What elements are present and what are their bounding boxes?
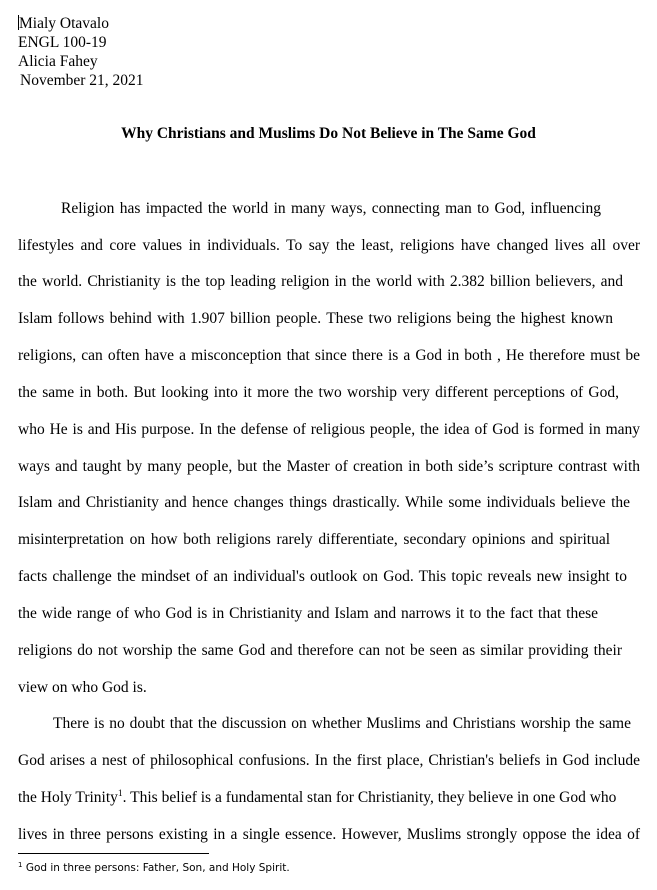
paragraph-1-line-1: Religion has impacted the world in many ways, connecting man to God, influencing (61, 200, 601, 217)
paragraph-1-line-9: Islam and Christianity and hence changes things drastically. While some individuals believe the (18, 494, 630, 511)
paragraph-1-line-2: lifestyles and core values in individuals. To say the least, religions have changed lives all over (18, 237, 640, 254)
paragraph-1-line-10: misinterpretation on how both religions rarely differentiate, secondary opinions and spiritual (18, 531, 610, 548)
paragraph-2-line-1: There is no doubt that the discussion on whether Muslims and Christians worship the same (53, 715, 631, 732)
essay-title: Why Christians and Muslims Do Not Believe in The Same God (121, 125, 536, 142)
footnote-number: 1 (18, 861, 23, 869)
footnote (18, 861, 290, 875)
paragraph-1-line-3: the world. Christianity is the top leading religion in the world with 2.382 billion believers, and (18, 273, 623, 290)
holy-trinity-text: the Holy Trinity (18, 789, 118, 806)
document-heading (18, 14, 144, 90)
footnote-reference: 1 (117, 789, 123, 799)
paragraph-2-line-3 (18, 788, 616, 808)
paragraph-2-line-2: God arises a nest of philosophical confusions. In the first place, Christian's beliefs in God include (18, 752, 640, 769)
paragraph-1-line-13: religions do not worship the same God and therefore can not be seen as similar providing their (18, 642, 622, 659)
footnote-separator (18, 853, 209, 854)
paragraph-1-line-7: who He is and His purpose. In the defense of religious people, the idea of God is formed in many (18, 421, 640, 438)
footnote-text: God in three persons: Father, Son, and Holy Spirit. (25, 862, 290, 874)
author-name: Mialy Otavalo (19, 15, 109, 32)
paragraph-1-line-6: the same in both. But looking into it more the two worship very different perceptions of God, (18, 384, 619, 401)
paragraph-1-line-8: ways and taught by many people, but the Master of creation in both side’s scripture contrast with (18, 458, 640, 475)
paragraph-1-line-4: Islam follows behind with 1.907 billion people. These two religions being the highest known (18, 310, 613, 327)
paragraph-2-line-3-rest: . This belief is a fundamental stan for Christianity, they believe in one God who (122, 789, 617, 806)
course-line: ENGL 100-19 (18, 34, 107, 51)
paragraph-2-line-4: lives in three persons existing in a single essence. However, Muslims strongly oppose the idea of (18, 826, 640, 843)
paragraph-1-line-12: the wide range of who God is in Christianity and Islam and narrows it to the fact that these (18, 605, 598, 622)
instructor-line: Alicia Fahey (18, 53, 98, 70)
author-line (18, 14, 144, 33)
paragraph-1-line-5: religions, can often have a misconception that since there is a God in both , He therefore must be (18, 347, 640, 364)
paragraph-1-line-11: facts challenge the mindset of an individual's outlook on God. This topic reveals new insight to (18, 568, 627, 585)
date-line: November 21, 2021 (20, 72, 144, 89)
paragraph-1-line-14: view on who God is. (18, 679, 147, 696)
